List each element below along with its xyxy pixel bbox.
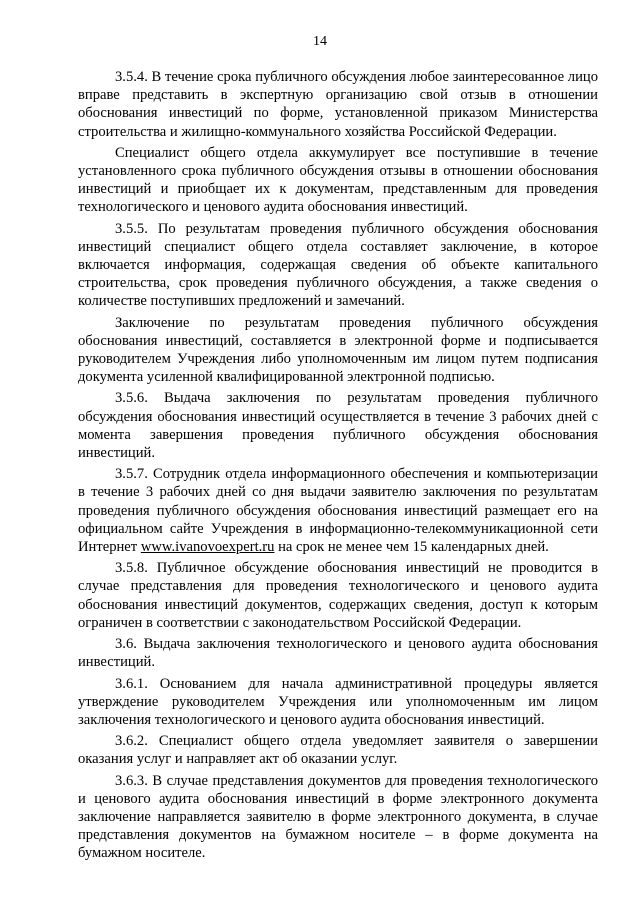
- paragraph-3-5-7-text-after: на срок не менее чем 15 календарных дней.: [274, 539, 549, 556]
- paragraph-specialist-reviews: Специалист общего отдела аккумулирует все поступившие в течение установленного срока публичного обсуждения отзывы в отношении обоснования инвестиций и приобщает их к документам, представленным для проведения технологического и ценового аудита обоснования инвестиций.: [78, 144, 598, 216]
- document-body: [78, 68, 598, 866]
- paragraph-3-5-7-text-before: 3.5.7. Сотрудник отдела информационного обеспечения и компьютеризации в течение 3 рабочих дней со дня выдачи заявителю заключения по результатам проведения публичного обсуждения обоснования инвестиций размещает его на официальном сайте Учреждения в информационно-телекоммуникационной сети Интернет: [78, 466, 598, 556]
- website-link[interactable]: www.ivanovoexpert.ru: [140, 539, 275, 556]
- paragraph-3-6-2: 3.6.2. Специалист общего отдела уведомляет заявителя о завершении оказания услуг и направляет акт об оказании услуг.: [78, 733, 598, 768]
- paragraph-conclusion-signing: Заключение по результатам проведения публичного обсуждения обоснования инвестиций, составляется в электронной форме и подписывается руководителем Учреждения либо уполномоченным им лицом путем подписания документа усиленной квалифицированной электронной подписью.: [78, 314, 598, 386]
- page-number: 14: [313, 34, 327, 49]
- paragraph-3-5-7: [78, 465, 598, 556]
- paragraph-3-5-6: 3.5.6. Выдача заключения по результатам проведения публичного обсуждения обоснования инвестиций осуществляется в течение 3 рабочих дней с момента завершения проведения публичного обсуждения обоснования инвестиций.: [78, 390, 598, 462]
- paragraph-3-6: 3.6. Выдача заключения технологического и ценового аудита обоснования инвестиций.: [78, 636, 598, 671]
- paragraph-3-6-3: 3.6.3. В случае представления документов для проведения технологического и ценового аудита обоснования инвестиций в форме электронного документа заключение направляется заявителю в форме электронного документа, в случае представления документов на бумажном носителе – в форме документа на бумажном носителе.: [78, 772, 598, 862]
- paragraph-3-5-4: 3.5.4. В течение срока публичного обсуждения любое заинтересованное лицо вправе представить в экспертную организацию свой отзыв в отношении обоснования инвестиций по форме, установленной приказом Министерства строительства и жилищно-коммунального хозяйства Российской Федерации.: [78, 69, 598, 140]
- paragraph-3-6-1: 3.6.1. Основанием для начала административной процедуры является утверждение руководителем Учреждения или уполномоченным им лицом заключения технологического и ценового аудита обоснования инвестиций.: [78, 675, 598, 728]
- paragraph-3-5-5: 3.5.5. По результатам проведения публичного обсуждения обоснования инвестиций специалист общего отдела составляет заключение, в которое включается информация, содержащая сведения об объекте капитального строительства, срок проведения публичного обсуждения, а также сведения о количестве поступивших предложений и замечаний.: [78, 220, 598, 310]
- paragraph-3-5-8: 3.5.8. Публичное обсуждение обоснования инвестиций не проводится в случае представления для проведения технологического и ценового аудита обоснования инвестиций документов, содержащих сведения, доступ к которым ограничен в соответствии с законодательством Российской Федерации.: [78, 560, 598, 631]
